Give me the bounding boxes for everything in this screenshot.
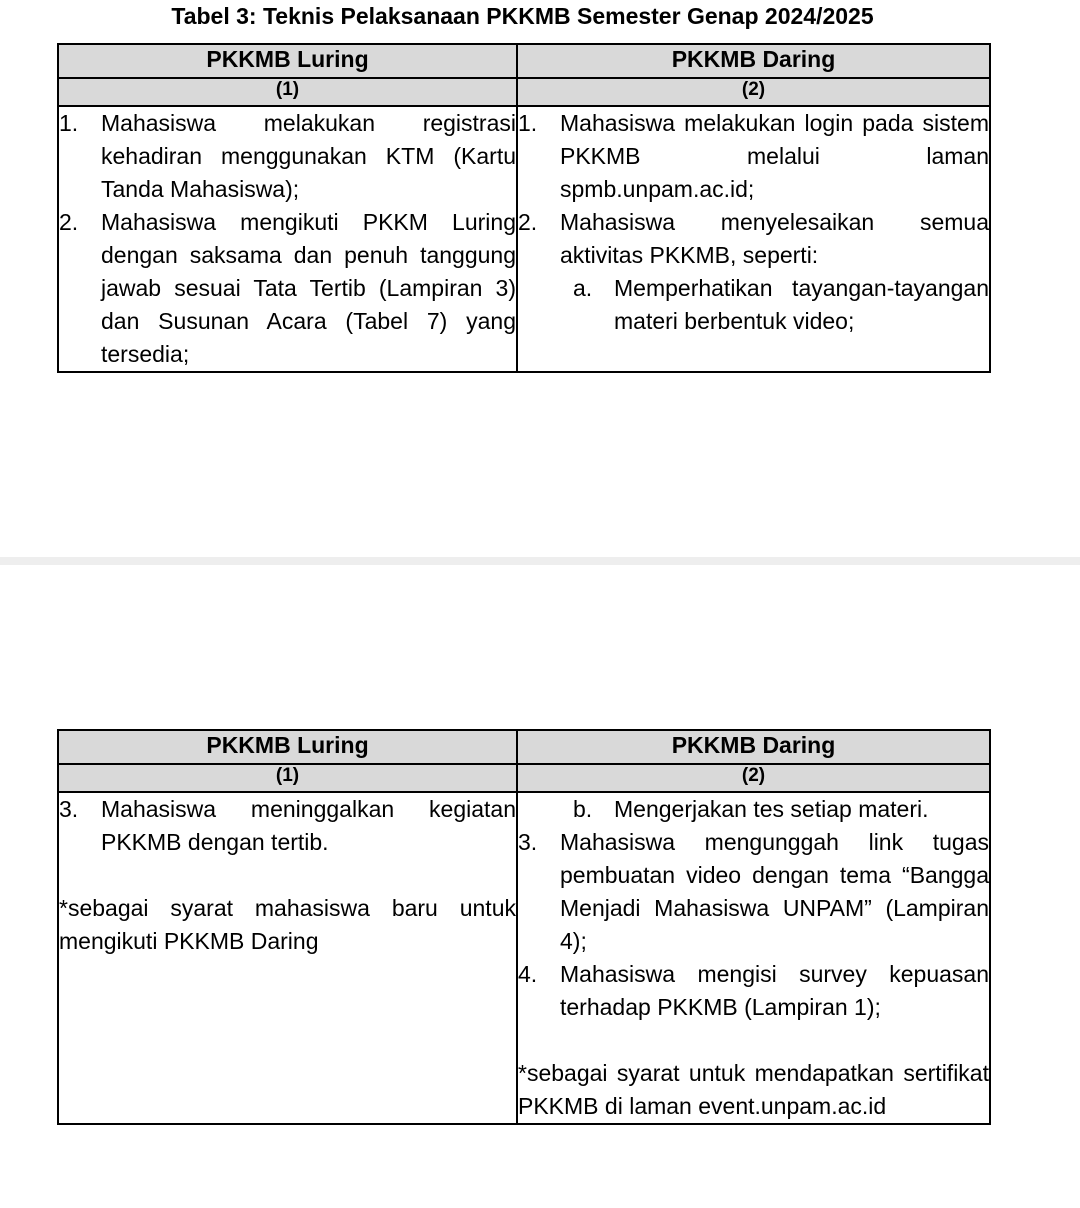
list-item: 2. Mahasiswa mengikuti PKKM Luring dengan saksama dan penuh tanggung jawab sesuai Tata Tertib (Lampiran 3) dan Susunan Acara (Tabel 7) yang tersedia; <box>59 209 516 367</box>
table-title: Tabel 3: Teknis Pelaksanaan PKKMB Semester Genap 2024/2025 <box>171 3 874 29</box>
luring-note: *sebagai syarat mahasiswa baru untuk mengikuti PKKMB Daring <box>59 895 516 954</box>
list-item: 4. Mahasiswa mengisi survey kepuasan terhadap PKKMB (Lampiran 1); <box>518 961 989 1020</box>
header-number-2: (2) <box>517 78 990 106</box>
list-item: 1. Mahasiswa melakukan registrasi kehadiran menggunakan KTM (Kartu Tanda Mahasiswa); <box>59 110 516 202</box>
table-part-2 <box>57 729 991 1125</box>
header-number-1: (1) <box>58 78 517 106</box>
table-part-1 <box>57 43 991 373</box>
list-item: 1. Mahasiswa melakukan login pada sistem PKKMB melalui laman spmb.unpam.ac.id; <box>518 110 989 202</box>
header-luring: PKKMB Luring <box>58 730 517 764</box>
list-item: 3. Mahasiswa mengunggah link tugas pembuatan video dengan tema “Bangga Menjadi Mahasiswa UNPAM” (Lampiran 4); <box>518 829 989 954</box>
cell-daring <box>517 106 990 372</box>
header-daring: PKKMB Daring <box>517 730 990 764</box>
cell-luring <box>58 106 517 372</box>
header-number-2: (2) <box>517 764 990 792</box>
header-luring: PKKMB Luring <box>58 44 517 78</box>
header-daring: PKKMB Daring <box>517 44 990 78</box>
page-divider <box>0 557 1080 565</box>
sub-list-item: a. Memperhatikan tayangan-tayangan materi berbentuk video; <box>573 275 989 334</box>
list-item: 2. Mahasiswa menyelesaikan semua aktivitas PKKMB, seperti: <box>518 209 989 268</box>
cell-luring <box>58 792 517 1124</box>
list-item: 3. Mahasiswa meninggalkan kegiatan PKKMB dengan tertib. <box>59 796 516 855</box>
daring-note: *sebagai syarat untuk mendapatkan sertifikat PKKMB di laman event.unpam.ac.id <box>518 1060 989 1119</box>
cell-daring <box>517 792 990 1124</box>
sub-list-item: b. Mengerjakan tes setiap materi. <box>573 796 929 822</box>
header-number-1: (1) <box>58 764 517 792</box>
